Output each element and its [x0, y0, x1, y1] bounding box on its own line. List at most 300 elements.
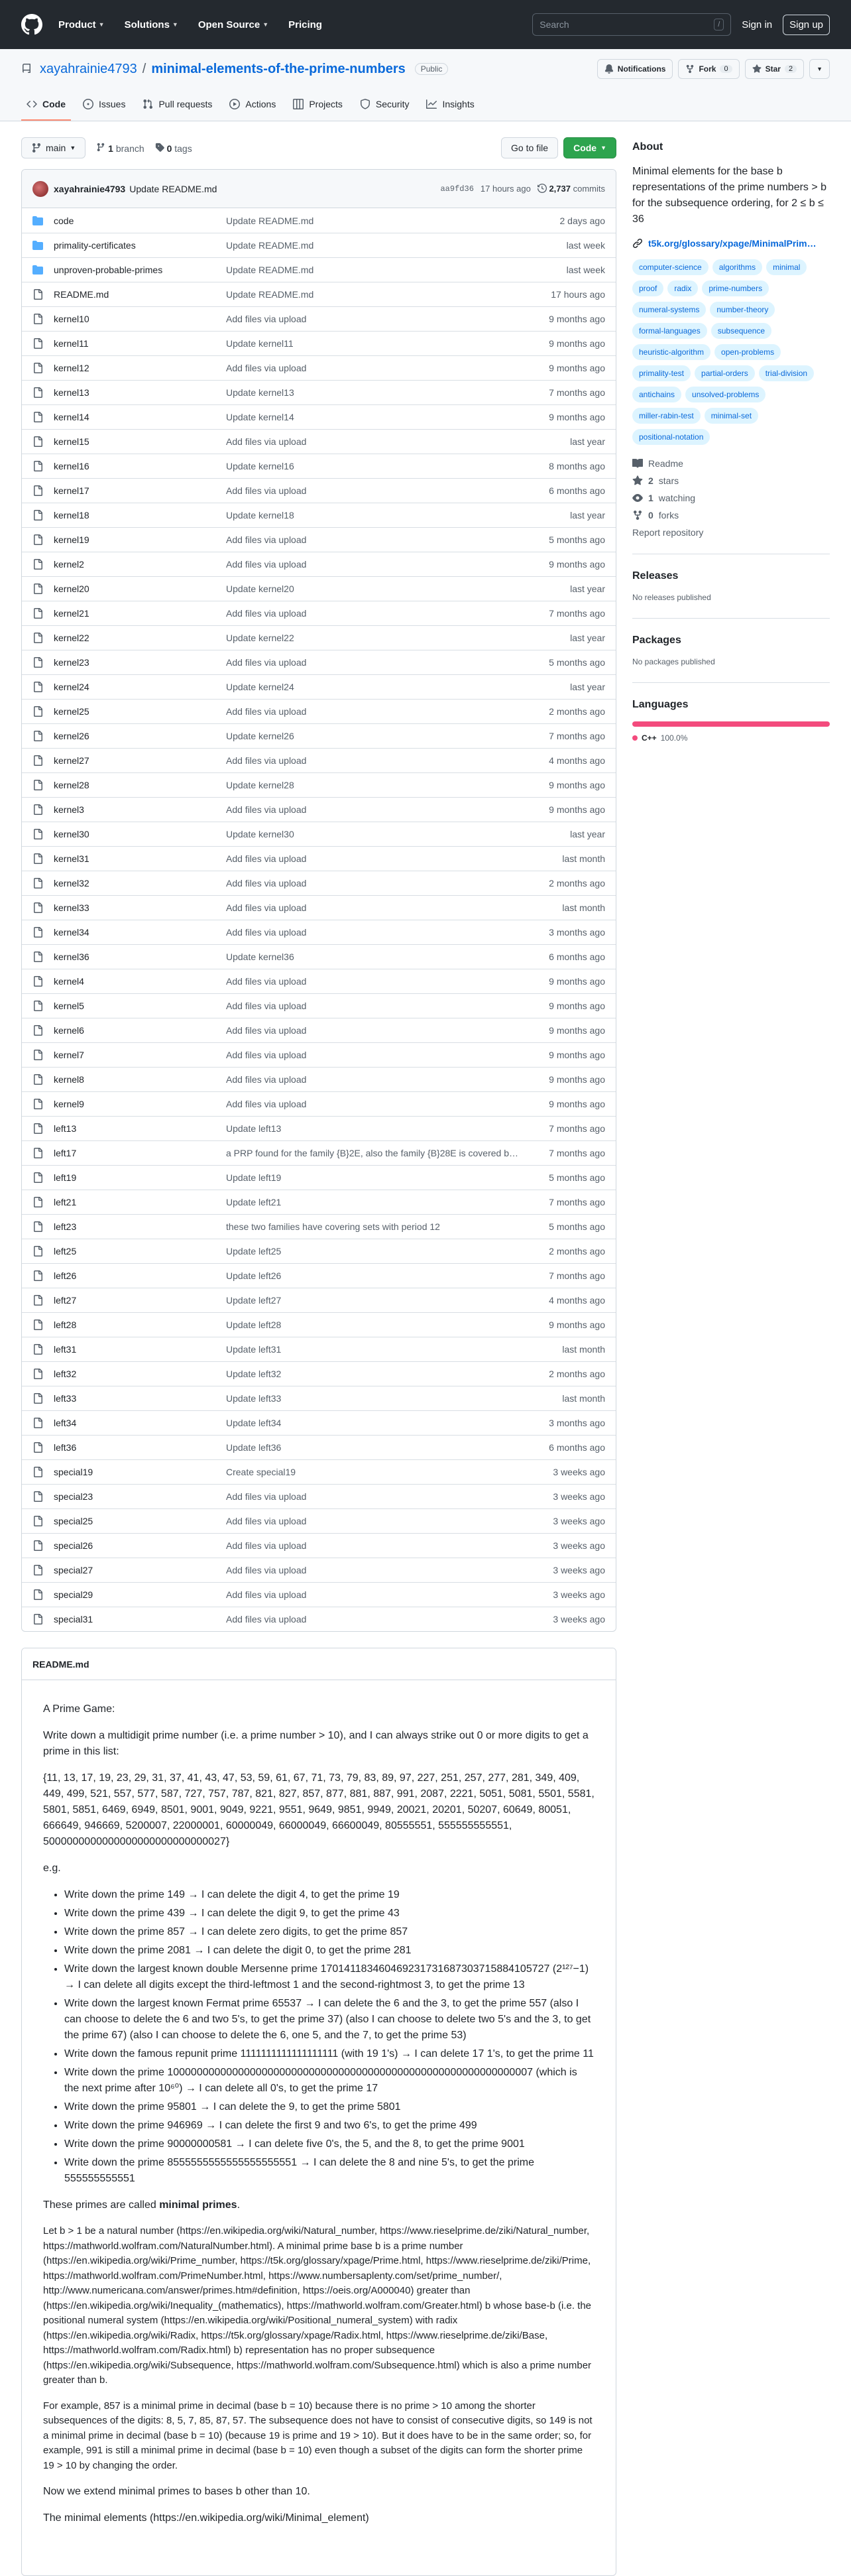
- file-name[interactable]: kernel33: [54, 902, 89, 913]
- table-row[interactable]: [22, 1214, 616, 1239]
- forks-label: forks: [658, 510, 679, 521]
- file-icon: [32, 412, 43, 422]
- tab-pull-requests-label: Pull requests: [158, 99, 213, 109]
- file-name[interactable]: kernel27: [54, 755, 89, 766]
- tab-projects-label: Projects: [309, 99, 343, 109]
- readme-example-paragraph: For example, 857 is a minimal prime in decimal (base b = 10) because there is no prime > 10 among the shorter subsequences of the digits: 8, 5, 7, 85, 87, 57. The subsequence does not have to consist of consecutive digits, so 149 is not a minimal prime in decimal (base b = 10) (because 19 is prime and 19 > 10). But it does have to be in the same order; so, for example, 991 is still a minimal prime in decimal (base b = 10) even though a subset of the digits can form the shorter prime 19 > 10 by changing the order.: [43, 2400, 593, 2471]
- file-icon: [32, 1197, 43, 1207]
- table-row[interactable]: [22, 503, 616, 527]
- branches-count: 1: [108, 143, 113, 154]
- file-name[interactable]: kernel36: [54, 951, 89, 962]
- table-row[interactable]: [22, 895, 616, 920]
- file-date: last year: [570, 829, 605, 839]
- file-commit-message[interactable]: Update left28: [226, 1319, 282, 1330]
- file-commit-message[interactable]: Update kernel24: [226, 682, 294, 692]
- file-commit-message[interactable]: Update left31: [226, 1344, 282, 1355]
- star-button[interactable]: [745, 59, 804, 79]
- file-commit-message[interactable]: Add files via upload: [226, 485, 307, 496]
- file-name[interactable]: kernel22: [54, 633, 89, 643]
- file-commit-message[interactable]: Update README.md: [226, 289, 314, 300]
- sign-up-button[interactable]: Sign up: [783, 15, 830, 35]
- avatar[interactable]: [32, 181, 48, 197]
- file-icon: [32, 1295, 43, 1306]
- list-item: • Write down the prime 946969 → I can delete the first 9 and two 6's, to get the prime 499: [64, 2118, 595, 2134]
- file-icon: [32, 1246, 43, 1257]
- file-name[interactable]: left31: [54, 1344, 77, 1355]
- file-name[interactable]: kernel18: [54, 510, 89, 521]
- file-name[interactable]: special29: [54, 1589, 93, 1600]
- file-name[interactable]: left27: [54, 1295, 77, 1306]
- github-logo-icon[interactable]: [21, 14, 42, 35]
- table-row[interactable]: [22, 871, 616, 895]
- topic-tag[interactable]: primality-test: [632, 365, 691, 381]
- file-icon: [32, 853, 43, 864]
- table-row[interactable]: [22, 1042, 616, 1067]
- file-name[interactable]: left19: [54, 1172, 77, 1183]
- link-icon: [632, 238, 643, 249]
- topic-tag[interactable]: formal-languages: [632, 323, 707, 339]
- file-commit-message[interactable]: Add files via upload: [226, 1050, 307, 1060]
- table-row[interactable]: [22, 650, 616, 674]
- releases-empty: No releases published: [632, 593, 711, 602]
- file-name[interactable]: kernel24: [54, 682, 89, 692]
- table-row[interactable]: [22, 1091, 616, 1116]
- file-name[interactable]: left32: [54, 1369, 77, 1379]
- file-commit-message[interactable]: Add files via upload: [226, 1540, 307, 1551]
- file-commit-message[interactable]: Update kernel14: [226, 412, 294, 422]
- tab-issues[interactable]: [78, 89, 131, 121]
- topic-tag[interactable]: computer-science: [632, 259, 709, 275]
- book-icon: [632, 458, 643, 469]
- nav-open-source[interactable]: [198, 19, 268, 31]
- table-icon: [293, 99, 304, 109]
- file-name[interactable]: kernel26: [54, 731, 89, 741]
- file-commit-message[interactable]: Add files via upload: [226, 1099, 307, 1109]
- notifications-label: Notifications: [617, 64, 666, 74]
- readme-link[interactable]: [632, 458, 830, 469]
- file-name[interactable]: left36: [54, 1442, 77, 1453]
- sign-in-link[interactable]: Sign in: [742, 19, 773, 31]
- chevron-down-icon: ▼: [262, 21, 269, 28]
- table-row[interactable]: [22, 306, 616, 331]
- topic-tag[interactable]: number-theory: [710, 302, 775, 318]
- languages-title: Languages: [632, 699, 689, 710]
- file-commit-message[interactable]: Update kernel16: [226, 461, 294, 471]
- file-date: 9 months ago: [549, 1001, 605, 1011]
- file-date: 7 months ago: [549, 1270, 605, 1281]
- table-row[interactable]: [22, 380, 616, 404]
- commit-meta: [440, 184, 605, 194]
- file-commit-message[interactable]: Add files via upload: [226, 755, 307, 766]
- file-date: 6 months ago: [549, 951, 605, 962]
- file-commit-message[interactable]: Add files via upload: [226, 1589, 307, 1600]
- file-name[interactable]: kernel7: [54, 1050, 84, 1060]
- file-commit-message[interactable]: Add files via upload: [226, 878, 307, 889]
- table-row[interactable]: [22, 429, 616, 454]
- topic-tag[interactable]: heuristic-algorithm: [632, 344, 710, 360]
- topic-tag[interactable]: unsolved-problems: [685, 387, 766, 402]
- file-date: 9 months ago: [549, 1050, 605, 1060]
- file-name[interactable]: kernel20: [54, 583, 89, 594]
- table-row[interactable]: [22, 1410, 616, 1435]
- table-row[interactable]: [22, 282, 616, 306]
- file-commit-message[interactable]: Add files via upload: [226, 976, 307, 987]
- report-repository-link[interactable]: [632, 527, 830, 538]
- file-commit-message[interactable]: Update left32: [226, 1369, 282, 1379]
- file-commit-message[interactable]: Add files via upload: [226, 436, 307, 447]
- table-row[interactable]: [22, 257, 616, 282]
- tab-security[interactable]: [355, 89, 415, 121]
- tab-security-label: Security: [375, 99, 410, 109]
- file-commit-message[interactable]: Add files via upload: [226, 804, 307, 815]
- file-name[interactable]: left21: [54, 1197, 77, 1207]
- file-name[interactable]: special27: [54, 1565, 93, 1575]
- repo-owner-link[interactable]: xayahrainie4793: [40, 61, 137, 76]
- commit-message[interactable]: Update README.md: [129, 183, 217, 194]
- stars-link[interactable]: [632, 475, 830, 486]
- releases-title[interactable]: Releases: [632, 570, 679, 582]
- file-commit-message[interactable]: Update kernel13: [226, 387, 294, 398]
- table-row[interactable]: [22, 1116, 616, 1140]
- list-item: • Write down the largest known Fermat prime 65537 → I can delete the 6 and the 3, to get the prime 557 (also I can choose to delete the 6 and two 5's, to get the prime 37) (also I can choose to delete two 5's and the 3, to get the prime 67) (also I can choose to delete the 6, one 5, and the 7, to get the prime 53): [64, 1996, 595, 2044]
- file-commit-message[interactable]: Update left36: [226, 1442, 282, 1453]
- file-name[interactable]: special25: [54, 1516, 93, 1526]
- file-commit-message[interactable]: Add files via upload: [226, 853, 307, 864]
- file-icon: [32, 314, 43, 324]
- file-commit-message[interactable]: Update left26: [226, 1270, 282, 1281]
- nav-solutions[interactable]: [125, 19, 178, 31]
- tab-pull-requests[interactable]: [137, 89, 217, 121]
- branch-select-button[interactable]: [21, 137, 85, 158]
- topic-tag[interactable]: minimal-set: [705, 408, 758, 424]
- file-name[interactable]: left13: [54, 1123, 77, 1134]
- file-commit-message[interactable]: Update left27: [226, 1295, 282, 1306]
- file-commit-message[interactable]: Update kernel26: [226, 731, 294, 741]
- table-row[interactable]: [22, 748, 616, 772]
- file-commit-message[interactable]: Add files via upload: [226, 706, 307, 717]
- file-date: 9 months ago: [549, 1099, 605, 1109]
- file-commit-message[interactable]: Update left34: [226, 1418, 282, 1428]
- file-name[interactable]: kernel12: [54, 363, 89, 373]
- table-row[interactable]: [22, 1435, 616, 1459]
- file-icon: [32, 1467, 43, 1477]
- file-commit-message[interactable]: Add files via upload: [226, 559, 307, 570]
- file-icon: [32, 780, 43, 790]
- file-name[interactable]: special19: [54, 1467, 93, 1477]
- file-date: 6 months ago: [549, 485, 605, 496]
- topics-list: [632, 259, 830, 445]
- file-date: 5 months ago: [549, 657, 605, 668]
- repo-header: [0, 49, 851, 121]
- file-name[interactable]: kernel34: [54, 927, 89, 938]
- issue-icon: [83, 99, 93, 109]
- file-icon: [32, 1025, 43, 1036]
- forks-link[interactable]: [632, 510, 830, 521]
- topic-tag[interactable]: proof: [632, 280, 663, 296]
- file-icon: [32, 1442, 43, 1453]
- tab-code[interactable]: [21, 89, 71, 121]
- file-name[interactable]: kernel10: [54, 314, 89, 324]
- table-row[interactable]: [22, 552, 616, 576]
- file-name[interactable]: kernel11: [54, 338, 89, 349]
- file-commit-message[interactable]: Add files via upload: [226, 534, 307, 545]
- topic-tag[interactable]: miller-rabin-test: [632, 408, 701, 424]
- file-date: 9 months ago: [549, 1025, 605, 1036]
- table-row[interactable]: [22, 1558, 616, 1582]
- table-row[interactable]: [22, 772, 616, 797]
- commit-author[interactable]: xayahrainie4793: [54, 183, 126, 194]
- table-row[interactable]: [22, 1312, 616, 1337]
- chevron-down-icon: ▼: [172, 21, 178, 28]
- commits-link[interactable]: [538, 184, 605, 194]
- table-row[interactable]: [22, 699, 616, 723]
- file-name[interactable]: README.md: [54, 289, 109, 300]
- file-commit-message[interactable]: a PRP found for the family {B}2E, also the family {B}28E is covered b…: [226, 1148, 518, 1158]
- about-website-link[interactable]: [632, 238, 830, 249]
- watchers-link[interactable]: [632, 493, 830, 503]
- file-commit-message[interactable]: Add files via upload: [226, 657, 307, 668]
- file-name[interactable]: kernel13: [54, 387, 89, 398]
- file-commit-message[interactable]: these two families have covering sets with period 12: [226, 1221, 440, 1232]
- file-name[interactable]: special31: [54, 1614, 93, 1625]
- file-date: 3 weeks ago: [553, 1467, 605, 1477]
- topic-tag[interactable]: partial-orders: [695, 365, 755, 381]
- file-name[interactable]: kernel2: [54, 559, 84, 570]
- file-commit-message[interactable]: Add files via upload: [226, 1001, 307, 1011]
- file-name[interactable]: kernel32: [54, 878, 89, 889]
- file-name[interactable]: left26: [54, 1270, 77, 1281]
- table-row[interactable]: [22, 601, 616, 625]
- file-icon: [32, 1369, 43, 1379]
- watching-label: watching: [658, 493, 696, 503]
- file-name[interactable]: kernel14: [54, 412, 89, 422]
- file-commit-message[interactable]: Update kernel11: [226, 338, 294, 349]
- table-row[interactable]: [22, 920, 616, 944]
- language-bar: [632, 721, 830, 727]
- file-icon: [32, 804, 43, 815]
- file-icon: [32, 510, 43, 521]
- file-name[interactable]: left17: [54, 1148, 77, 1158]
- releases-section: [632, 554, 830, 602]
- file-name[interactable]: code: [54, 215, 74, 226]
- file-date: 7 months ago: [549, 1197, 605, 1207]
- star-dropdown-button[interactable]: [809, 59, 830, 79]
- file-name[interactable]: primality-certificates: [54, 240, 136, 251]
- file-name[interactable]: left34: [54, 1418, 77, 1428]
- file-name[interactable]: left28: [54, 1319, 77, 1330]
- tags-link[interactable]: [155, 143, 192, 154]
- language-item[interactable]: [632, 733, 830, 743]
- table-row[interactable]: [22, 822, 616, 846]
- file-commit-message[interactable]: Update kernel18: [226, 510, 294, 521]
- readme-intro: Write down a multidigit prime number (i.e. a prime number > 10), and I can always strike out 0 or more digits to get a prime in this list:: [43, 1730, 589, 1757]
- file-name[interactable]: kernel3: [54, 804, 84, 815]
- table-row[interactable]: [22, 1533, 616, 1558]
- commit-sha[interactable]: aa9fd36: [440, 184, 474, 194]
- language-percent: 100.0%: [660, 733, 688, 743]
- table-row[interactable]: [22, 233, 616, 257]
- file-name[interactable]: kernel28: [54, 780, 89, 790]
- topic-tag[interactable]: antichains: [632, 387, 681, 402]
- table-row[interactable]: [22, 576, 616, 601]
- table-row[interactable]: [22, 1263, 616, 1288]
- file-commit-message[interactable]: Update README.md: [226, 240, 314, 251]
- table-row[interactable]: [22, 527, 616, 552]
- file-commit-message[interactable]: Update left13: [226, 1123, 282, 1134]
- file-name[interactable]: special23: [54, 1491, 93, 1502]
- file-commit-message[interactable]: Update kernel22: [226, 633, 294, 643]
- file-commit-message[interactable]: Update left19: [226, 1172, 282, 1183]
- code-dropdown-button[interactable]: [563, 137, 616, 158]
- file-commit-message[interactable]: Update kernel20: [226, 583, 294, 594]
- topic-tag[interactable]: prime-numbers: [702, 280, 769, 296]
- search-shortcut-key: /: [714, 19, 724, 31]
- list-item: • Write down the prime 2081 → I can delete the digit 0, to get the prime 281: [64, 1943, 595, 1959]
- table-row[interactable]: [22, 454, 616, 478]
- file-commit-message[interactable]: Update left21: [226, 1197, 282, 1207]
- file-commit-message[interactable]: Update README.md: [226, 265, 314, 275]
- table-row[interactable]: [22, 404, 616, 429]
- topic-tag[interactable]: trial-division: [759, 365, 814, 381]
- file-icon: [32, 1614, 43, 1625]
- file-name[interactable]: kernel8: [54, 1074, 84, 1085]
- branches-link[interactable]: [96, 143, 144, 154]
- file-date: 17 hours ago: [551, 289, 605, 300]
- file-name[interactable]: kernel5: [54, 1001, 84, 1011]
- repo-name-link[interactable]: minimal-elements-of-the-prime-numbers: [151, 61, 406, 76]
- bell-icon: [604, 64, 614, 74]
- packages-title[interactable]: Packages: [632, 635, 681, 646]
- table-row[interactable]: [22, 969, 616, 993]
- table-row[interactable]: [22, 1459, 616, 1484]
- file-commit-message[interactable]: Add files via upload: [226, 608, 307, 619]
- file-date: 4 months ago: [549, 1295, 605, 1306]
- table-row[interactable]: [22, 1018, 616, 1042]
- fork-button[interactable]: [678, 59, 739, 79]
- readme-panel: [21, 1648, 616, 2576]
- file-commit-message[interactable]: Add files via upload: [226, 902, 307, 913]
- search-input[interactable]: [532, 13, 731, 36]
- notifications-button[interactable]: [597, 59, 673, 79]
- table-row[interactable]: [22, 1607, 616, 1631]
- table-row[interactable]: [22, 1484, 616, 1508]
- topic-tag[interactable]: open-problems: [714, 344, 781, 360]
- table-row[interactable]: [22, 1582, 616, 1607]
- table-row[interactable]: [22, 1361, 616, 1386]
- table-row[interactable]: [22, 1165, 616, 1190]
- file-name[interactable]: kernel17: [54, 485, 89, 496]
- file-commit-message[interactable]: Add files via upload: [226, 1614, 307, 1625]
- table-row[interactable]: [22, 797, 616, 822]
- file-name[interactable]: kernel23: [54, 657, 89, 668]
- file-name[interactable]: kernel31: [54, 853, 89, 864]
- topic-tag[interactable]: minimal: [766, 259, 807, 275]
- file-commit-message[interactable]: Update left25: [226, 1246, 282, 1257]
- table-row[interactable]: [22, 846, 616, 871]
- file-name[interactable]: kernel30: [54, 829, 89, 839]
- file-date: last year: [570, 583, 605, 594]
- file-name[interactable]: kernel15: [54, 436, 89, 447]
- file-name[interactable]: kernel4: [54, 976, 84, 987]
- file-commit-message[interactable]: Update kernel30: [226, 829, 294, 839]
- file-name[interactable]: left33: [54, 1393, 77, 1404]
- file-commit-message[interactable]: Add files via upload: [226, 314, 307, 324]
- file-commit-message[interactable]: Add files via upload: [226, 927, 307, 938]
- table-row[interactable]: [22, 993, 616, 1018]
- file-name[interactable]: kernel9: [54, 1099, 84, 1109]
- tab-insights[interactable]: [421, 89, 479, 121]
- file-commit-message[interactable]: Add files via upload: [226, 1074, 307, 1085]
- table-row[interactable]: [22, 478, 616, 503]
- file-name[interactable]: special26: [54, 1540, 93, 1551]
- file-name[interactable]: left23: [54, 1221, 77, 1232]
- file-commit-message[interactable]: Create special19: [226, 1467, 296, 1477]
- table-row[interactable]: [22, 625, 616, 650]
- file-name[interactable]: kernel25: [54, 706, 89, 717]
- file-date: last week: [566, 265, 605, 275]
- table-row[interactable]: [22, 1508, 616, 1533]
- table-row[interactable]: [22, 1067, 616, 1091]
- file-commit-message[interactable]: Update README.md: [226, 215, 314, 226]
- file-commit-message[interactable]: Add files via upload: [226, 1516, 307, 1526]
- topic-tag[interactable]: numeral-systems: [632, 302, 706, 318]
- file-date: 5 months ago: [549, 534, 605, 545]
- table-row[interactable]: [22, 944, 616, 969]
- topic-tag[interactable]: algorithms: [712, 259, 762, 275]
- table-row[interactable]: [22, 1288, 616, 1312]
- file-name[interactable]: kernel21: [54, 608, 89, 619]
- file-commit-message[interactable]: Add files via upload: [226, 1025, 307, 1036]
- file-name[interactable]: unproven-probable-primes: [54, 265, 163, 275]
- go-to-file-button[interactable]: Go to file: [501, 137, 558, 158]
- table-row[interactable]: [22, 723, 616, 748]
- file-icon: [32, 657, 43, 668]
- table-row[interactable]: [22, 1190, 616, 1214]
- topic-tag[interactable]: radix: [667, 280, 698, 296]
- table-row[interactable]: [22, 1239, 616, 1263]
- tab-actions[interactable]: [224, 89, 281, 121]
- nav-product[interactable]: [58, 19, 105, 31]
- branch-row: [21, 137, 616, 158]
- file-name[interactable]: left25: [54, 1246, 77, 1257]
- file-date: 9 months ago: [549, 780, 605, 790]
- file-commit-message[interactable]: Update kernel36: [226, 951, 294, 962]
- list-item: • Write down the prime 10000000000000000000000000000000000000000000000000000000000007 (which is the next prime after 10⁶⁰) → I can delete all 0's, to get the prime 17: [64, 2065, 595, 2097]
- readme-body: [22, 1680, 616, 2547]
- nav-pricing[interactable]: Pricing: [288, 19, 322, 31]
- file-commit-message[interactable]: Add files via upload: [226, 363, 307, 373]
- file-commit-message[interactable]: Update left33: [226, 1393, 282, 1404]
- table-row[interactable]: [22, 1140, 616, 1165]
- file-name[interactable]: kernel19: [54, 534, 89, 545]
- table-row[interactable]: [22, 208, 616, 233]
- file-icon: [32, 436, 43, 447]
- file-commit-message[interactable]: Add files via upload: [226, 1565, 307, 1575]
- topic-tag[interactable]: positional-notation: [632, 429, 710, 445]
- file-commit-message[interactable]: Add files via upload: [226, 1491, 307, 1502]
- file-name[interactable]: kernel16: [54, 461, 89, 471]
- file-commit-message[interactable]: Update kernel28: [226, 780, 294, 790]
- file-name[interactable]: kernel6: [54, 1025, 84, 1036]
- table-row[interactable]: [22, 1386, 616, 1410]
- table-row[interactable]: [22, 331, 616, 355]
- readme-examples: [43, 1887, 595, 2187]
- tab-projects[interactable]: [288, 89, 348, 121]
- table-row[interactable]: [22, 674, 616, 699]
- table-row[interactable]: [22, 1337, 616, 1361]
- topic-tag[interactable]: subsequence: [711, 323, 771, 339]
- table-row[interactable]: [22, 355, 616, 380]
